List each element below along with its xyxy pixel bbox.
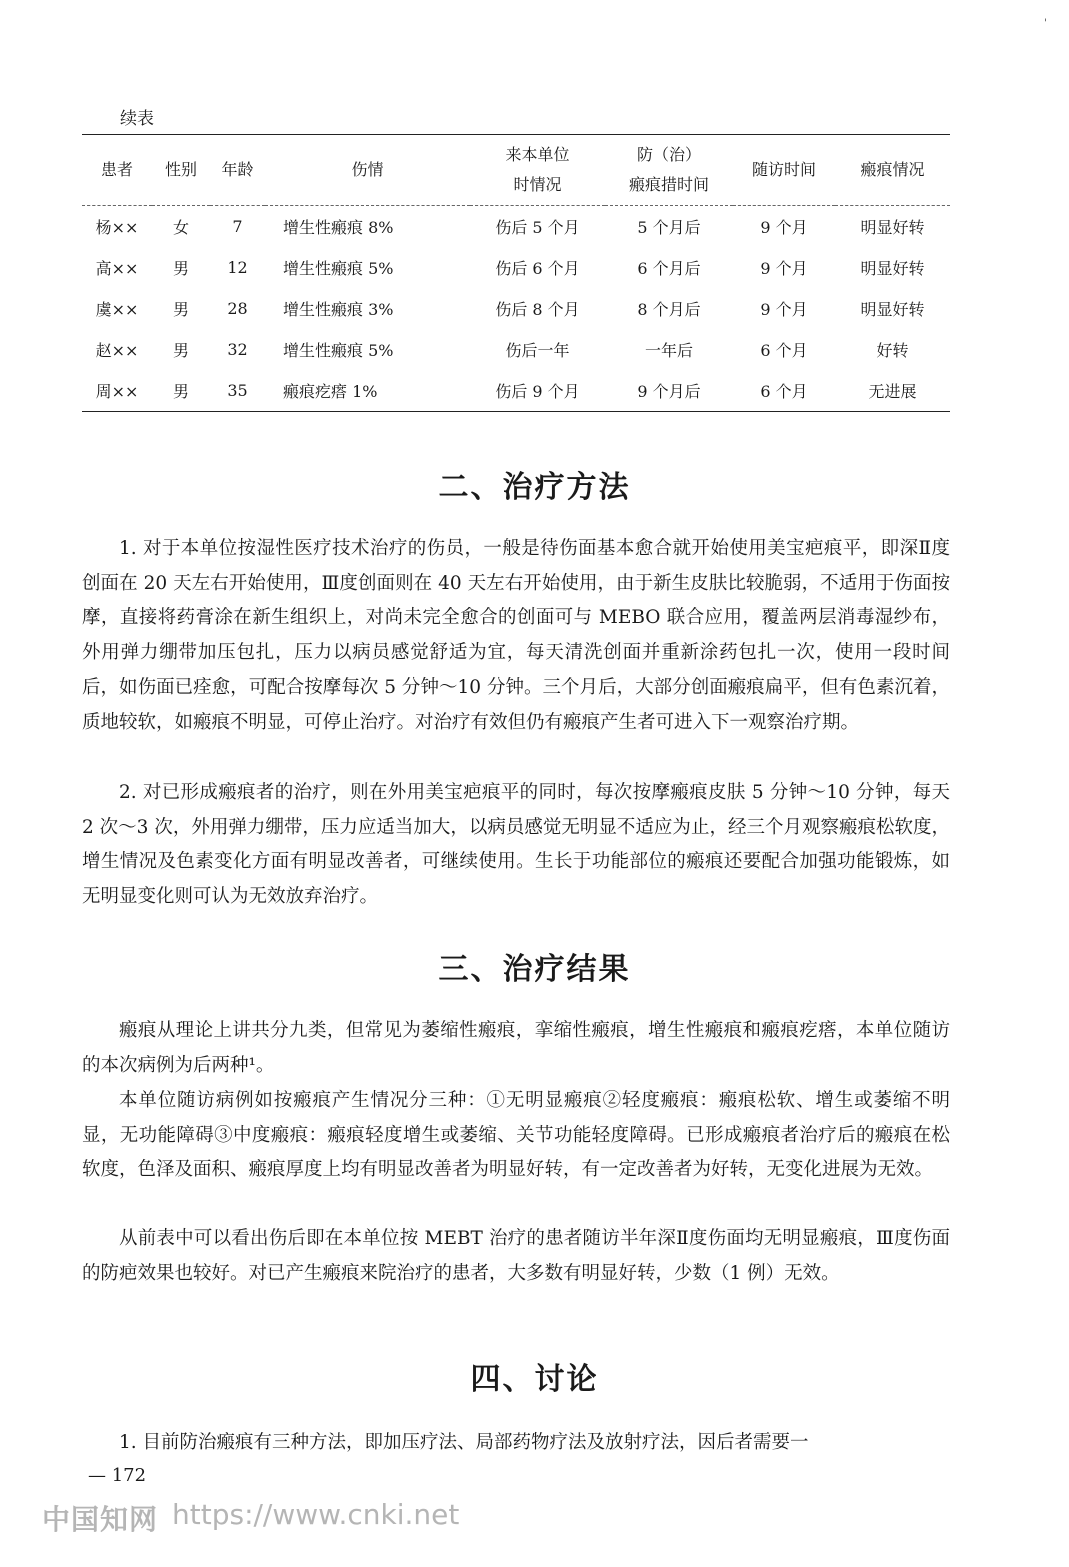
table-row — [82, 370, 950, 411]
cell-patient: 高×× — [95, 259, 139, 278]
cell-injury: 增生性瘢痕 3% — [283, 300, 394, 319]
results-paragraph-2: 本单位随访病例如按瘢痕产生情况分三种：①无明显瘢痕②轻度瘢痕：瘢痕松软、增生或萎缩不明显，无功能障碍③中度瘢痕：瘢痕轻度增生或萎缩、关节功能轻度障碍。已形成瘢痕者治疗后的瘢痕在松软度，色泽及面积、瘢痕厚度上均有明显改善者为明显好转，有一定改善者为好转，无变化进展为无效。 — [82, 1090, 950, 1181]
header-prevention-line1: 防（治） — [636, 145, 701, 164]
results-paragraph-3: 从前表中可以看出伤后即在本单位按 MEBT 治疗的患者随访半年深Ⅱ度伤面均无明显瘢痕，Ⅲ度伤面的防疤效果也较好。对已产生瘢痕来院治疗的患者，大多数有明显好转，少数（1 例）无效。 — [82, 1228, 950, 1284]
cell-follow-up: 9 个月 — [760, 300, 808, 319]
table-row — [82, 206, 950, 248]
cell-injury: 增生性瘢痕 8% — [283, 218, 394, 237]
cell-age: 7 — [232, 217, 243, 236]
cell-patient: 赵×× — [95, 341, 139, 360]
cell-arrival-status: 伤后 8 个月 — [495, 300, 580, 319]
header-age: 年龄 — [221, 160, 254, 179]
cell-sex: 男 — [172, 300, 189, 319]
cell-patient: 杨×× — [95, 218, 139, 237]
cell-sex: 男 — [172, 341, 189, 360]
cell-injury: 增生性瘢痕 5% — [283, 341, 394, 360]
cell-injury: 瘢痕疙瘩 1% — [283, 382, 378, 401]
cnki-logo-watermark: 中国知网 — [42, 1503, 159, 1536]
cell-scar-status: 明显好转 — [860, 300, 925, 319]
table-row — [82, 288, 950, 329]
cell-age: 32 — [227, 340, 248, 359]
table-row — [82, 247, 950, 288]
cell-scar-status: 无进展 — [868, 382, 917, 401]
cell-prevention-time: 一年后 — [644, 341, 693, 360]
methods-paragraph-1: 1. 对于本单位按湿性医疗技术治疗的伤员，一般是待伤面基本愈合就开始使用美宝疤痕平，即深Ⅱ度创面在 20 天左右开始使用，Ⅲ度创面则在 40 天左右开始使用，由于新生皮肤比较脆弱，不适用于伤面按摩，直接将药膏涂在新生组织上，对尚未完全愈合的创面可与 MEBO 联合应用，覆盖两层消毒湿纱布，外用弹力绷带加压包扎，压力以病员感觉舒适为宜，每天清洗创面并重新涂药包扎一次，使用一段时间后，如伤面已痊愈，可配合按摩每次 5 分钟～10 分钟。三个月后，大部分创面瘢痕扁平，但有色素沉着，质地较软，如瘢痕不明显，可停止治疗。对治疗有效但仍有瘢痕产生者可进入下一观察治疗期。 — [82, 538, 950, 733]
header-arrival-line1: 来本单位 — [505, 145, 570, 164]
cell-sex: 男 — [172, 259, 189, 278]
cell-follow-up: 9 个月 — [760, 259, 808, 278]
header-sex: 性别 — [164, 160, 197, 179]
results-paragraph-1: 瘢痕从理论上讲共分九类，但常见为萎缩性瘢痕，挛缩性瘢痕，增生性瘢痕和瘢痕疙瘩，本单位随访的本次病例为后两种¹。 — [82, 1020, 950, 1076]
cell-arrival-status: 伤后 5 个月 — [495, 218, 580, 237]
cell-scar-status: 明显好转 — [860, 218, 925, 237]
header-prevention-time — [605, 135, 733, 206]
header-arrival-line2: 时情况 — [513, 175, 562, 194]
patient-table — [82, 134, 950, 412]
cell-sex: 女 — [172, 218, 189, 237]
cell-arrival-status: 伤后 6 个月 — [495, 259, 580, 278]
header-injury: 伤情 — [351, 160, 384, 179]
cell-arrival-status: 伤后 9 个月 — [495, 382, 580, 401]
cell-follow-up: 6 个月 — [760, 341, 808, 360]
section-title-results: 三、治疗结果 — [438, 952, 631, 987]
cell-scar-status: 明显好转 — [860, 259, 925, 278]
cnki-url-watermark: https://www.cnki.net — [172, 1498, 460, 1531]
section-title-methods: 二、治疗方法 — [438, 470, 631, 505]
table-header-row — [82, 135, 950, 206]
cell-sex: 男 — [172, 382, 189, 401]
cell-scar-status: 好转 — [876, 341, 909, 360]
section-title-discussion: 四、讨论 — [470, 1362, 599, 1397]
cell-patient: 周×× — [95, 382, 139, 401]
cell-injury: 增生性瘢痕 5% — [283, 259, 394, 278]
header-patient: 患者 — [100, 160, 133, 179]
cell-patient: 虞×× — [95, 300, 139, 319]
table-bottom-rule — [82, 411, 950, 412]
header-arrival-status — [470, 135, 605, 206]
page-number: — 172 — [88, 1465, 147, 1486]
cell-prevention-time: 6 个月后 — [637, 259, 701, 278]
cell-follow-up: 9 个月 — [760, 218, 808, 237]
cell-age: 12 — [227, 258, 248, 277]
cell-age: 35 — [227, 381, 248, 400]
header-prevention-line2: 瘢痕措时间 — [628, 175, 709, 194]
table-continued-label: 续表 — [120, 109, 154, 129]
table-row — [82, 329, 950, 370]
cell-prevention-time: 8 个月后 — [637, 300, 701, 319]
cell-follow-up: 6 个月 — [760, 382, 808, 401]
cell-age: 28 — [227, 299, 248, 318]
discussion-paragraph-1: 1. 目前防治瘢痕有三种方法，即加压疗法、局部药物疗法及放射疗法，因后者需要一 — [119, 1432, 809, 1453]
cell-arrival-status: 伤后一年 — [505, 341, 570, 360]
cell-prevention-time: 9 个月后 — [637, 382, 701, 401]
methods-paragraph-2: 2. 对已形成瘢痕者的治疗，则在外用美宝疤痕平的同时，每次按摩瘢痕皮肤 5 分钟～10 分钟，每天 2 次～3 次，外用弹力绷带，压力应适当加大，以病员感觉无明显不适应为止，经三个月观察瘢痕松软度，增生情况及色素变化方面有明显改善者，可继续使用。生长于功能部位的瘢痕还要配合加强功能锻炼，如无明显变化则可认为无效放弃治疗。 — [82, 782, 950, 908]
header-scar-status: 瘢痕情况 — [860, 160, 925, 179]
header-follow-up: 随访时间 — [751, 160, 816, 179]
cell-prevention-time: 5 个月后 — [637, 218, 701, 237]
scan-mark: ' — [1044, 18, 1047, 29]
